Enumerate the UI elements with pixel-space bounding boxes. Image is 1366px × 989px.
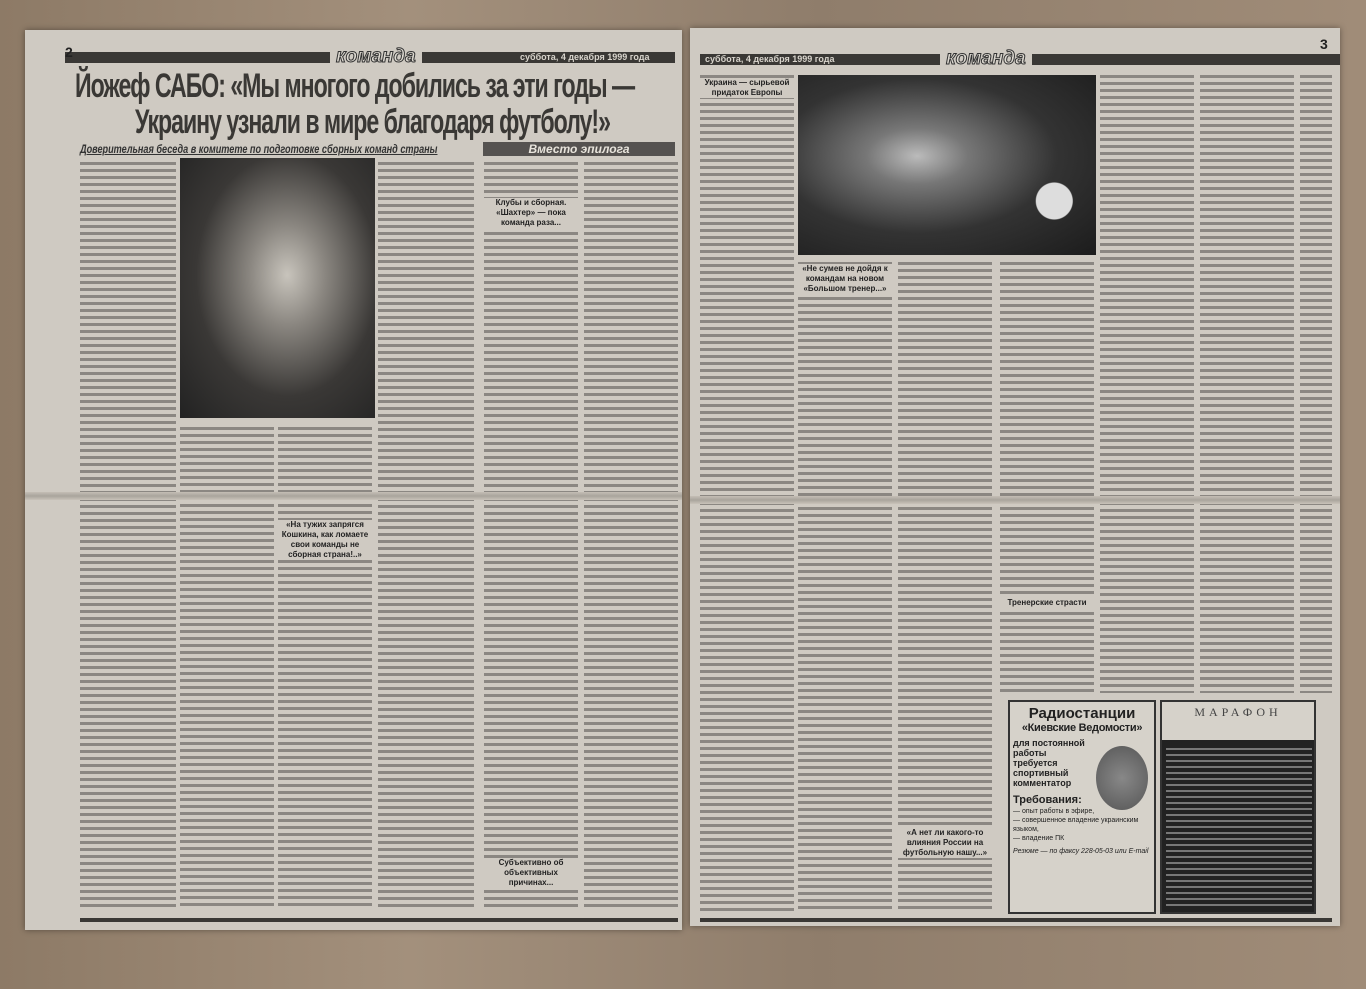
- footer-bar: [80, 918, 678, 922]
- portrait-photo: [180, 158, 375, 418]
- crosshead: Клубы и сборная. «Шахтер» — пока команда раза...: [484, 198, 578, 228]
- headline-line-1: Йожеф САБО: «Мы многого добились за эти годы —: [75, 67, 635, 105]
- text-column: [1300, 73, 1332, 693]
- date: суббота, 4 декабря 1999 года: [520, 52, 650, 62]
- requirement: — опыт работы в эфире,: [1013, 808, 1095, 815]
- text-column: [1200, 73, 1294, 693]
- contact: Резюме — по факсу 228-05-03 или E-mail: [1013, 848, 1149, 855]
- sidebar-title: Вместо эпилога: [483, 142, 675, 156]
- text-column: [584, 160, 678, 908]
- page-fold: [25, 492, 682, 500]
- rubric: команда: [940, 51, 1032, 67]
- ad-text: для постоянной работы требуется спортивный комментатор: [1013, 738, 1085, 788]
- marathon-ad: [1160, 700, 1316, 914]
- page-number: 2: [65, 44, 73, 60]
- date: суббота, 4 декабря 1999 года: [705, 54, 835, 64]
- requirement: — владение ПК: [1013, 835, 1065, 842]
- requirement: — совершенное владение украинским языком,: [1013, 817, 1139, 833]
- requirements-title: Требования:: [1013, 794, 1082, 806]
- right-page: [690, 28, 1340, 926]
- ad-text-block: [1166, 746, 1312, 908]
- crosshead: Тренерские страсти: [1000, 598, 1094, 608]
- headphones-icon: [1096, 746, 1148, 810]
- crosshead: Субъективно об объективных причинах...: [484, 858, 578, 888]
- crosshead: «А нет ли какого-то влияния России на футбольную нашу...»: [898, 828, 992, 858]
- left-page: [25, 30, 682, 930]
- footer-bar: [700, 918, 1332, 922]
- text-column: [898, 260, 992, 913]
- text-column: [798, 260, 892, 913]
- page-fold: [690, 496, 1340, 504]
- crosshead: «На тужих запрягся Кошкина, как ломаете свои команды не сборная страна!..»: [278, 520, 372, 560]
- ad-title: МАРАФОН: [1162, 702, 1314, 740]
- text-column: [80, 160, 176, 908]
- subheadline: Доверительная беседа в комитете по подготовке сборных команд страны: [80, 142, 438, 156]
- rubric: команда: [330, 49, 422, 65]
- ad-title: Радиостанции: [1028, 705, 1136, 722]
- ad-title: «Киевские Ведомости»: [1021, 722, 1143, 734]
- crosshead: Украина — сырьевой придаток Европы: [700, 78, 794, 98]
- text-column: [378, 160, 474, 908]
- radio-ad: [1008, 700, 1156, 914]
- football-photo: [798, 75, 1096, 255]
- page-number: 3: [1320, 36, 1328, 52]
- crosshead: «Не сумев не дойдя к командам на новом «Большом тренер...»: [798, 264, 892, 294]
- text-column: [1100, 73, 1194, 693]
- headline-line-2: Украину узнали в мире благодаря футболу!»: [135, 103, 610, 141]
- text-column: [484, 160, 578, 908]
- text-column: [1000, 260, 1094, 695]
- text-column: [700, 73, 794, 913]
